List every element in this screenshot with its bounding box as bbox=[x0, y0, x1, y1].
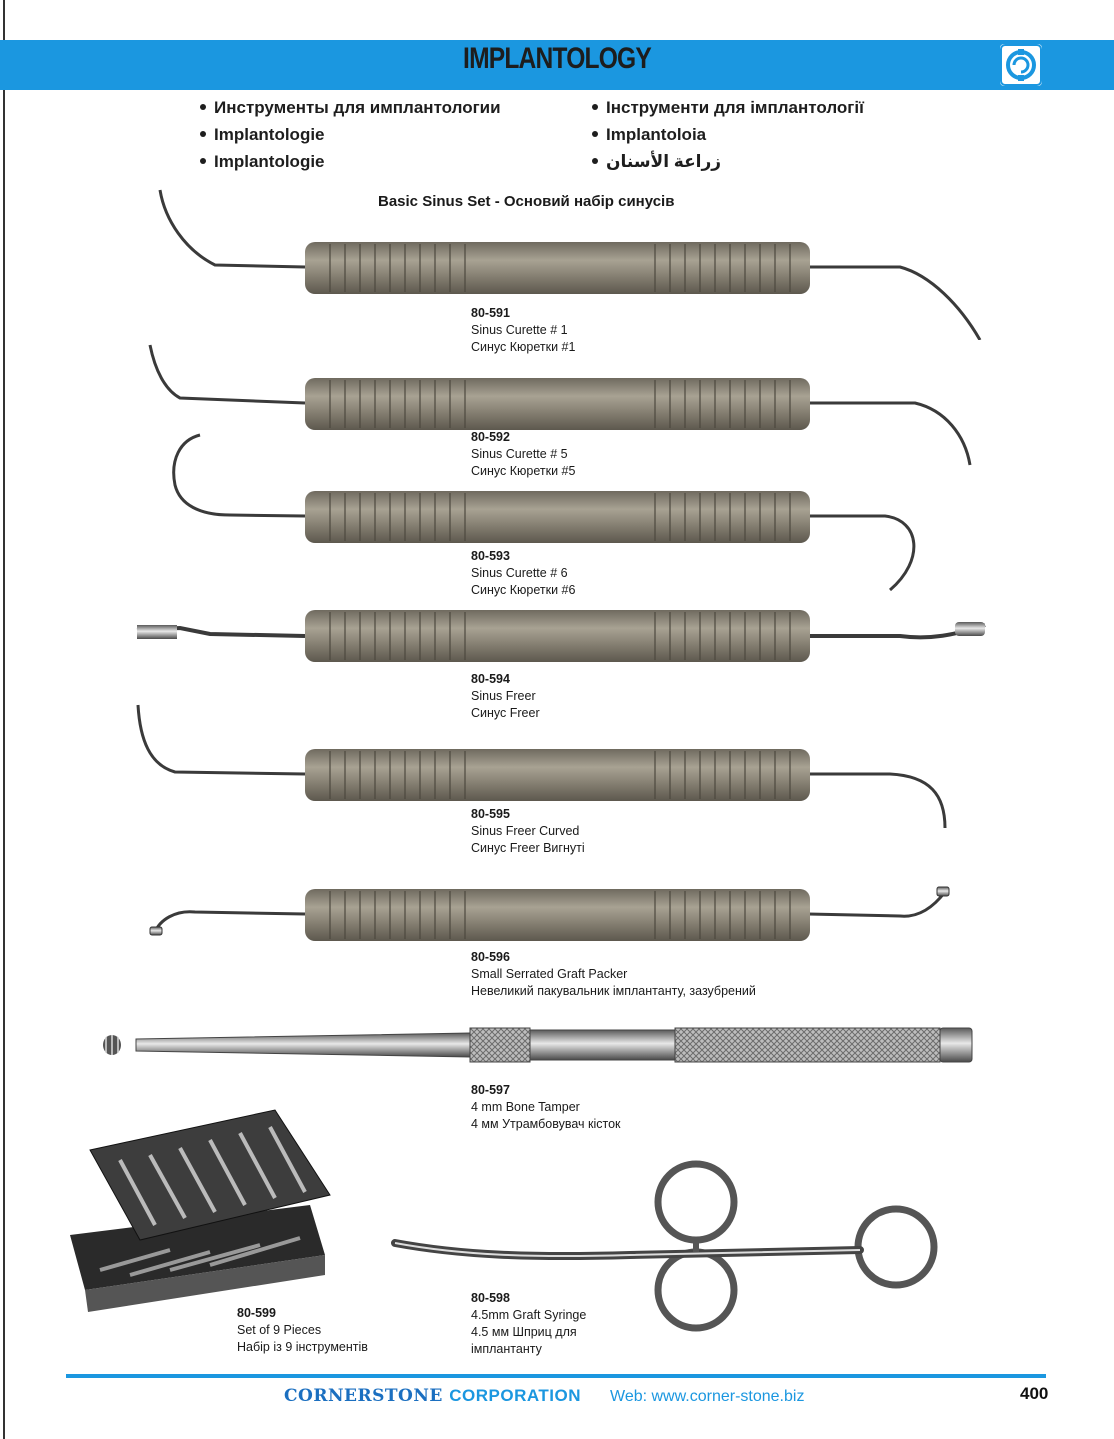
bone-tamper-image bbox=[0, 1020, 1114, 1070]
graft-syringe-image bbox=[380, 1155, 960, 1345]
footer-divider bbox=[66, 1374, 1046, 1378]
instrument-caption: 80-591 Sinus Curette # 1 Синус Кюретки #1 bbox=[471, 306, 576, 354]
instrument-caption: 80-596 Small Serrated Graft Packer Невеликий пакувальник імплантанту, зазубрений bbox=[471, 950, 756, 998]
language-item: Implantologie bbox=[200, 121, 501, 148]
instrument-caption: 80-597 4 mm Bone Tamper 4 мм Утрамбовувач кісток bbox=[471, 1083, 621, 1131]
language-item: Implantoloia bbox=[592, 121, 864, 148]
footer-website-link[interactable]: Web: www.corner-stone.biz bbox=[610, 1388, 805, 1405]
instrument-caption: 80-594 Sinus Freer Синус Freer bbox=[471, 672, 540, 720]
page-number: 400 bbox=[1020, 1384, 1049, 1403]
instrument-case-image bbox=[60, 1100, 340, 1330]
page-title: IMPLANTOLOGY bbox=[463, 42, 651, 75]
language-item: Инструменты для имплантологии bbox=[200, 94, 501, 121]
graft-packer-image bbox=[0, 870, 1114, 950]
instrument-caption: 80-598 4.5mm Graft Syringe 4.5 мм Шприц для імплантанту bbox=[471, 1291, 587, 1356]
language-item: زراعة الأسنان bbox=[592, 148, 864, 175]
sinus-freer-image bbox=[0, 600, 1114, 680]
instrument-caption: 80-599 Set of 9 Pieces Набір із 9 інструментів bbox=[237, 1306, 368, 1354]
language-list-left bbox=[200, 94, 501, 175]
language-item: Інструменти для імплантології bbox=[592, 94, 864, 121]
instrument-caption: 80-593 Sinus Curette # 6 Синус Кюретки #6 bbox=[471, 549, 576, 597]
instrument-caption: 80-595 Sinus Freer Curved Синус Freer Вигнуті bbox=[471, 807, 585, 855]
language-list-right bbox=[592, 94, 864, 175]
footer-company: CORNERSTONE CORPORATION bbox=[284, 1386, 581, 1406]
cornerstone-logo-icon bbox=[1000, 44, 1042, 86]
language-item: Implantologie bbox=[200, 148, 501, 175]
set-title: Basic Sinus Set - Основий набір синусів bbox=[378, 193, 675, 210]
instrument-caption: 80-592 Sinus Curette # 5 Синус Кюретки #5 bbox=[471, 430, 576, 478]
